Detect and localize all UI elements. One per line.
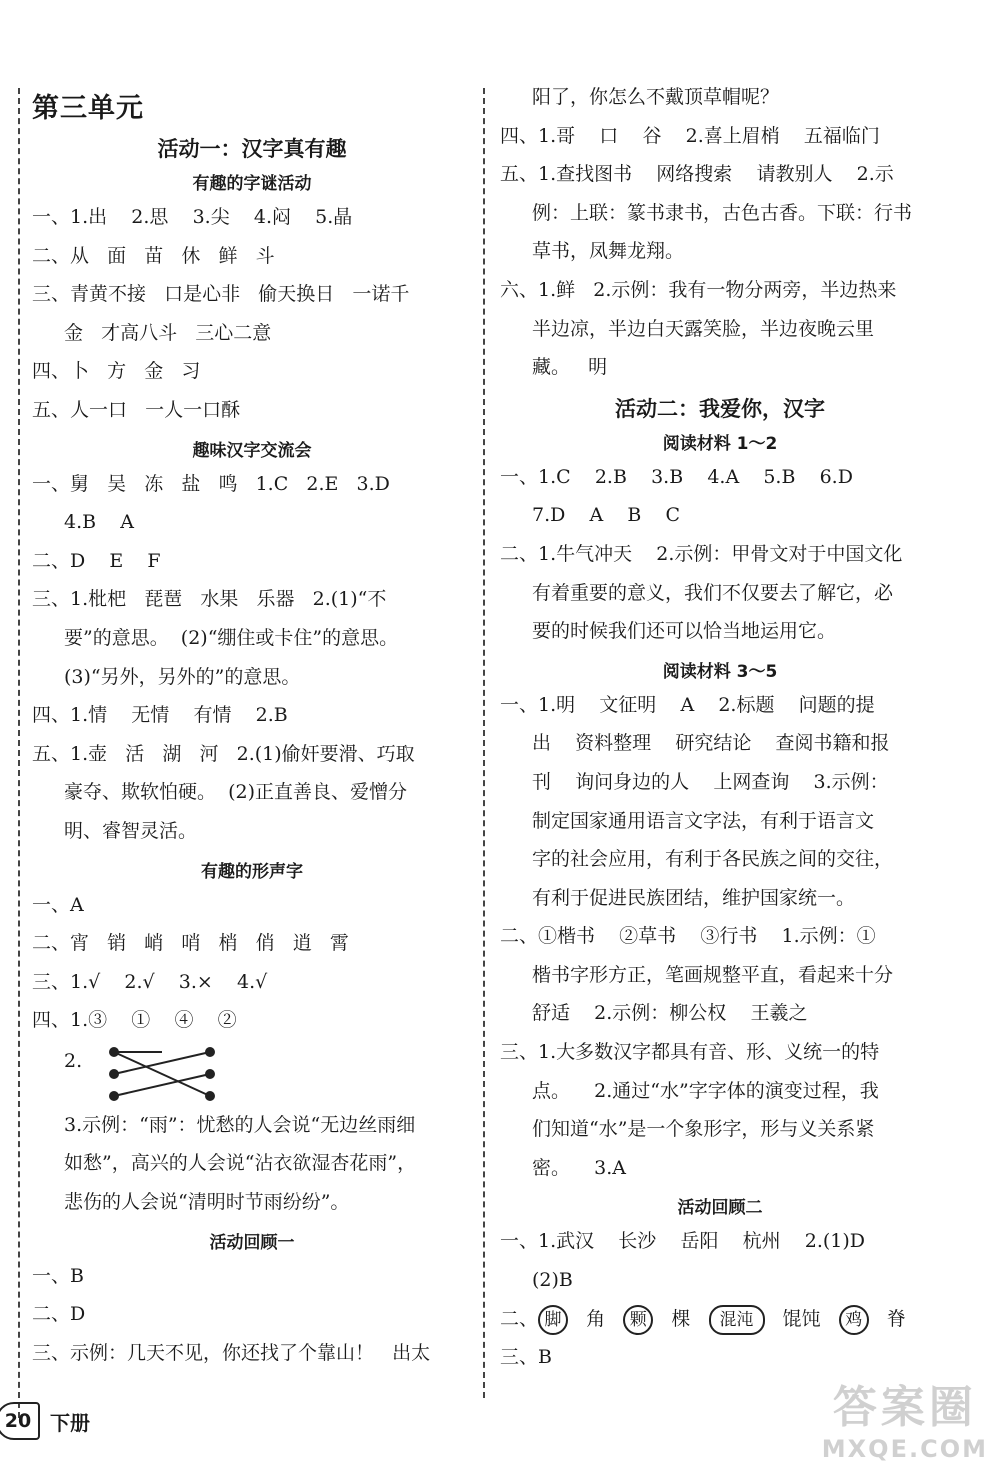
answer-line: 如愁”，高兴的人会说“沾衣欲湿杏花雨”， bbox=[64, 1152, 417, 1175]
answer-line: 一、1.武汉 长沙 岳阳 杭州 2.(1)D bbox=[500, 1230, 866, 1253]
answer-line: 一、舅 吴 冻 盐 鸣 1.C 2.E 3.D bbox=[32, 472, 390, 495]
answer-line: 豪夺、欺软怕硬。 (2)正直善良、爱憎分 bbox=[64, 781, 407, 804]
item-number: 2. bbox=[64, 1049, 83, 1072]
answer-text: 脊 bbox=[868, 1307, 906, 1330]
answer-line: (3)“另外，另外的”的意思。 bbox=[64, 665, 301, 688]
answer-text: 角 bbox=[568, 1307, 624, 1330]
section-title: 活动回顾一 bbox=[209, 1232, 295, 1253]
circled-char: 混沌 bbox=[709, 1305, 765, 1335]
answer-line: 例：上联：篆书隶书，古色古香。下联：行书 bbox=[532, 201, 913, 224]
answer-line: 楷书字形方正，笔画规整平直，看起来十分 bbox=[532, 963, 894, 986]
answer-line: 4.B A bbox=[64, 511, 134, 534]
answer-line: 三、示例：几天不见，你还找了个靠山！ 出太 bbox=[32, 1341, 431, 1364]
answer-line: 一、1.明 文征明 A 2.标题 问题的提 bbox=[500, 693, 875, 716]
answer-line: 二、1.牛气冲天 2.示例：甲骨文对于中国文化 bbox=[500, 542, 903, 565]
answer-line: 要”的意思。 (2)“绷住或卡住”的意思。 bbox=[64, 626, 399, 649]
unit-title: 第三单元 bbox=[32, 93, 144, 124]
answer-line: 三、B bbox=[500, 1346, 552, 1369]
section-title: 阅读材料 1～2 bbox=[662, 433, 778, 454]
answer-line: 制定国家通用语言文字法，有利于语言文 bbox=[532, 809, 875, 832]
circled-answer-line bbox=[500, 1300, 940, 1339]
activity2-title: 活动二：我爱你，汉字 bbox=[615, 396, 825, 421]
answer-line: 二、①楷书 ②草书 ③行书 1.示例：① bbox=[500, 925, 876, 948]
answer-line: 半边凉，半边白天露笑脸，半边夜晚云里 bbox=[532, 317, 875, 340]
line-prefix: 二、 bbox=[500, 1307, 539, 1330]
answer-line: 一、1.C 2.B 3.B 4.A 5.B 6.D bbox=[500, 465, 853, 488]
watermark-logo-text: 答案圈 bbox=[832, 1382, 977, 1433]
answer-line: 有利于促进民族团结，维护国家统一。 bbox=[532, 886, 856, 909]
answer-line: 三、1.√ 2.√ 3.× 4.√ bbox=[32, 970, 268, 993]
answer-line: 7.D A B C bbox=[532, 504, 681, 527]
answer-line: 四、卜 方 金 习 bbox=[32, 360, 201, 383]
answer-line: 字的社会应用，有利于各民族之间的交往， bbox=[532, 848, 894, 871]
answer-line: 有着重要的意义，我们不仅要去了解它，必 bbox=[532, 581, 894, 604]
answer-line: 五、1.壶 活 湖 河 2.(1)偷奸要滑、巧取 bbox=[32, 742, 415, 765]
section-title: 有趣的形声字 bbox=[201, 861, 303, 882]
answer-line: 二、D bbox=[32, 1303, 86, 1326]
answer-line: (2)B bbox=[532, 1269, 573, 1292]
answer-line: 3.示例：“雨”：忧愁的人会说“无边丝雨细 bbox=[64, 1113, 416, 1136]
left-column bbox=[32, 78, 472, 1372]
matching-lines-diagram bbox=[92, 1044, 222, 1104]
book-volume-label: 下册 bbox=[50, 1410, 90, 1435]
match-line bbox=[114, 1052, 210, 1096]
answer-line: 二、D E F bbox=[32, 549, 161, 572]
answer-line: 三、青黄不接 口是心非 偷天换日 一诺千 bbox=[32, 283, 410, 306]
answer-line: 四、1.③ ① ④ ② bbox=[32, 1009, 237, 1032]
answer-line: 悲伤的人会说“清明时节雨纷纷”。 bbox=[64, 1191, 350, 1214]
column-divider bbox=[483, 88, 485, 1398]
left-margin-rule bbox=[18, 88, 20, 1418]
answer-line: 三、1.大多数汉字都具有音、形、义统一的特 bbox=[500, 1041, 880, 1064]
answer-line: 六、1.鲜 2.示例：我有一物分两旁，半边热来 bbox=[500, 278, 897, 301]
answer-line: 点。 2.通过“水”字字体的演变过程，我 bbox=[532, 1079, 879, 1102]
circled-char: 脚 bbox=[538, 1305, 568, 1335]
page-number: 20 bbox=[0, 1402, 40, 1440]
answer-line: 一、A bbox=[32, 893, 84, 916]
watermark bbox=[822, 1371, 988, 1463]
watermark-url-text: MXQE.COM bbox=[821, 1435, 988, 1463]
section-title: 有趣的字谜活动 bbox=[192, 174, 312, 194]
answer-text: 棵 bbox=[653, 1307, 709, 1330]
answer-line: 金 才高八斗 三心二意 bbox=[64, 321, 272, 344]
answer-line: 密。 3.A bbox=[532, 1156, 627, 1179]
section-title: 阅读材料 3～5 bbox=[662, 661, 778, 682]
answer-line: 出 资料整理 研究结论 查阅书籍和报 bbox=[532, 732, 890, 755]
circled-char: 颗 bbox=[623, 1305, 653, 1335]
answer-line: 四、1.哥 口 谷 2.喜上眉梢 五福临门 bbox=[500, 124, 880, 147]
activity1-title: 活动一：汉字真有趣 bbox=[157, 137, 347, 161]
answer-line: 二、宵 销 峭 哨 梢 俏 逍 霄 bbox=[32, 932, 349, 955]
answer-line: 一、1.出 2.思 3.尖 4.闷 5.晶 bbox=[32, 206, 353, 228]
answer-line: 五、人一口 一人一口酥 bbox=[32, 398, 241, 421]
answer-line: 草书，凤舞龙翔。 bbox=[532, 240, 685, 263]
answer-text: 馄饨 bbox=[764, 1307, 839, 1330]
answer-line: 一、B bbox=[32, 1264, 84, 1287]
answer-line: 刊 询问身边的人 上网查询 3.示例： bbox=[532, 770, 889, 793]
circled-char: 鸡 bbox=[839, 1305, 869, 1335]
answer-line: 舒适 2.示例：柳公权 王羲之 bbox=[532, 1002, 808, 1025]
answer-line: 要的时候我们还可以恰当地运用它。 bbox=[532, 620, 837, 643]
answer-line: 明、睿智灵活。 bbox=[64, 819, 198, 842]
answer-line: 四、1.情 无情 有情 2.B bbox=[32, 704, 288, 727]
answer-line: 二、从 面 苗 休 鲜 斗 bbox=[32, 244, 275, 267]
answer-line: 阳了，你怎么不戴顶草帽呢？ bbox=[532, 86, 780, 108]
match-line bbox=[114, 1052, 210, 1074]
matching-answer bbox=[32, 1040, 472, 1106]
answer-line: 三、1.枇杷 琵琶 水果 乐器 2.(1)“不 bbox=[32, 588, 387, 611]
answer-line: 们知道“水”是一个象形字，形与义关系紧 bbox=[532, 1118, 875, 1141]
section-title: 活动回顾二 bbox=[677, 1198, 763, 1219]
right-column bbox=[500, 78, 940, 1377]
match-line bbox=[114, 1074, 210, 1096]
answer-line: 五、1.查找图书 网络搜索 请教别人 2.示 bbox=[500, 163, 894, 186]
section-title: 趣味汉字交流会 bbox=[192, 440, 312, 461]
answer-line: 藏。 明 bbox=[532, 356, 608, 379]
page-footer bbox=[0, 1402, 90, 1440]
